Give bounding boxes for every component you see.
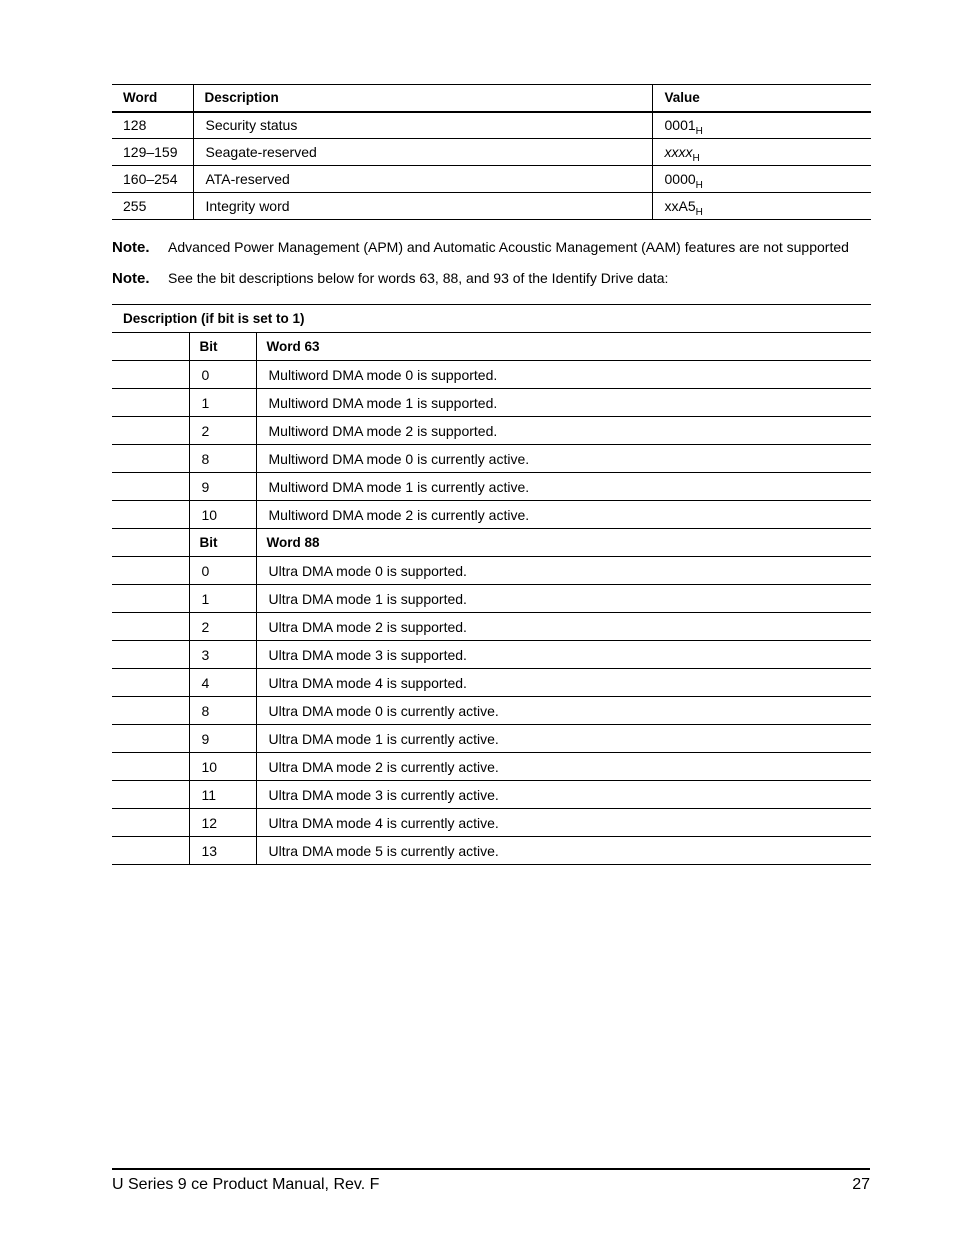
table-row — [112, 193, 871, 220]
table-row — [112, 389, 871, 417]
bit-cell: 12 — [189, 809, 256, 837]
value-cell — [652, 193, 871, 220]
table-row — [112, 166, 871, 193]
blank-cell — [112, 529, 189, 557]
table-row — [112, 557, 871, 585]
table-row — [112, 112, 871, 139]
blank-cell — [112, 613, 189, 641]
blank-cell — [112, 669, 189, 697]
table-row — [112, 585, 871, 613]
bit-cell: 2 — [189, 613, 256, 641]
bit-cell: 9 — [189, 725, 256, 753]
blank-cell — [112, 361, 189, 389]
bit-description-cell: Multiword DMA mode 1 is supported. — [256, 389, 871, 417]
table-row — [112, 809, 871, 837]
bit-description-cell: Ultra DMA mode 0 is currently active. — [256, 697, 871, 725]
table-row — [112, 725, 871, 753]
table-caption-row — [112, 305, 871, 333]
section-header-row — [112, 333, 871, 361]
bit-description-table — [112, 304, 871, 865]
bit-cell: 10 — [189, 501, 256, 529]
table-row — [112, 837, 871, 865]
value-text: 0000 — [664, 171, 696, 187]
blank-cell — [112, 501, 189, 529]
note-text: Advanced Power Management (APM) and Automatic Acoustic Management (AAM) features are not supported — [168, 239, 849, 255]
description-cell: Seagate-reserved — [193, 139, 652, 166]
bit-cell: 4 — [189, 669, 256, 697]
blank-cell — [112, 557, 189, 585]
bit-cell: 2 — [189, 417, 256, 445]
note-text: See the bit descriptions below for words 63, 88, and 93 of the Identify Drive data: — [168, 270, 669, 286]
value-subscript: H — [695, 207, 703, 218]
blank-cell — [112, 389, 189, 417]
table-row — [112, 473, 871, 501]
word-cell: 255 — [123, 198, 147, 214]
value-text: xxA5 — [664, 198, 696, 214]
blank-cell — [112, 333, 189, 361]
blank-cell — [112, 641, 189, 669]
word-column-header: Word 63 — [256, 333, 871, 361]
value-subscript: H — [695, 180, 703, 191]
word-cell: 128 — [123, 117, 147, 134]
bit-description-cell: Multiword DMA mode 1 is currently active. — [256, 473, 871, 501]
bit-cell: 11 — [189, 781, 256, 809]
value-cell — [652, 112, 871, 139]
bit-description-cell: Ultra DMA mode 0 is supported. — [256, 557, 871, 585]
identify-word-table — [112, 84, 871, 220]
bit-description-cell: Ultra DMA mode 1 is supported. — [256, 585, 871, 613]
bit-cell: 0 — [189, 361, 256, 389]
value-subscript: H — [695, 126, 703, 138]
bit-cell: 3 — [189, 641, 256, 669]
page-number: 27 — [852, 1176, 870, 1193]
note-label: Note. — [112, 270, 150, 287]
section-header-row — [112, 529, 871, 557]
table-caption: Description (if bit is set to 1) — [123, 311, 305, 326]
word-cell: 160–254 — [123, 171, 178, 187]
bit-description-cell: Ultra DMA mode 1 is currently active. — [256, 725, 871, 753]
bit-description-cell: Ultra DMA mode 4 is supported. — [256, 669, 871, 697]
footer-document-title: U Series 9 ce Product Manual, Rev. F — [112, 1176, 380, 1193]
table-row — [112, 781, 871, 809]
bit-description-cell: Ultra DMA mode 3 is supported. — [256, 641, 871, 669]
column-header-description: Description — [193, 85, 652, 112]
blank-cell — [112, 837, 189, 865]
footer-rule — [112, 1168, 870, 1170]
bit-description-cell: Multiword DMA mode 0 is currently active. — [256, 445, 871, 473]
note-apm-aam — [112, 239, 849, 256]
bit-cell: 8 — [189, 697, 256, 725]
value-subscript: H — [692, 153, 700, 164]
blank-cell — [112, 725, 189, 753]
value-text: xxxx — [664, 144, 693, 160]
blank-cell — [112, 753, 189, 781]
bit-column-header: Bit — [189, 333, 256, 361]
description-cell: ATA-reserved — [193, 166, 652, 193]
table-row — [112, 139, 871, 166]
blank-cell — [112, 809, 189, 837]
table-row — [112, 641, 871, 669]
blank-cell — [112, 697, 189, 725]
bit-description-cell: Ultra DMA mode 2 is supported. — [256, 613, 871, 641]
value-text: 0001 — [664, 117, 696, 134]
note-label: Note. — [112, 239, 150, 256]
description-cell: Integrity word — [193, 193, 652, 220]
bit-cell: 1 — [189, 389, 256, 417]
table-row — [112, 613, 871, 641]
blank-cell — [112, 585, 189, 613]
bit-cell: 13 — [189, 837, 256, 865]
column-header-value: Value — [652, 85, 871, 112]
table-row — [112, 697, 871, 725]
table-header-row — [112, 85, 871, 112]
blank-cell — [112, 781, 189, 809]
table-row — [112, 501, 871, 529]
table-row — [112, 445, 871, 473]
bit-cell: 9 — [189, 473, 256, 501]
bit-cell: 10 — [189, 753, 256, 781]
blank-cell — [112, 473, 189, 501]
bit-description-cell: Ultra DMA mode 3 is currently active. — [256, 781, 871, 809]
value-cell — [652, 139, 871, 166]
table-row — [112, 753, 871, 781]
blank-cell — [112, 445, 189, 473]
table-row — [112, 417, 871, 445]
bit-column-header: Bit — [189, 529, 256, 557]
bit-cell: 0 — [189, 557, 256, 585]
description-cell: Security status — [193, 112, 652, 139]
table-row — [112, 361, 871, 389]
bit-description-cell: Ultra DMA mode 5 is currently active. — [256, 837, 871, 865]
bit-description-cell: Multiword DMA mode 2 is supported. — [256, 417, 871, 445]
bit-cell: 1 — [189, 585, 256, 613]
note-bit-descriptions — [112, 270, 668, 287]
value-cell — [652, 166, 871, 193]
table-row — [112, 669, 871, 697]
word-cell: 129–159 — [123, 144, 178, 160]
blank-cell — [112, 417, 189, 445]
bit-description-cell: Multiword DMA mode 2 is currently active. — [256, 501, 871, 529]
column-header-word: Word — [123, 90, 158, 106]
bit-description-cell: Ultra DMA mode 4 is currently active. — [256, 809, 871, 837]
bit-cell: 8 — [189, 445, 256, 473]
bit-description-cell: Multiword DMA mode 0 is supported. — [256, 361, 871, 389]
bit-description-cell: Ultra DMA mode 2 is currently active. — [256, 753, 871, 781]
word-column-header: Word 88 — [256, 529, 871, 557]
